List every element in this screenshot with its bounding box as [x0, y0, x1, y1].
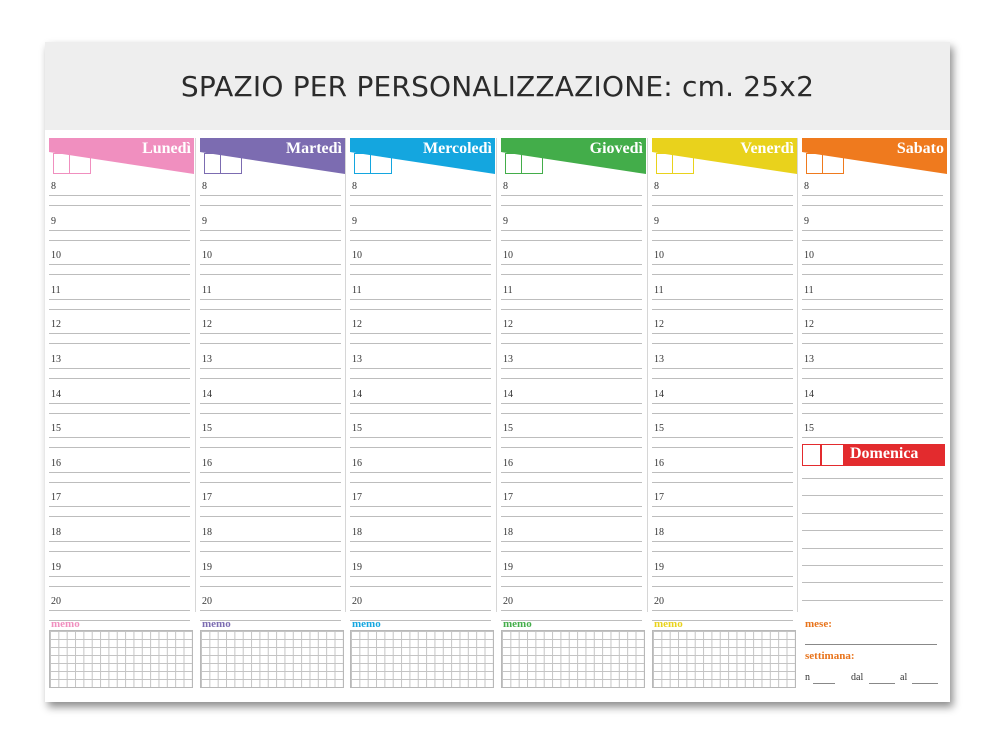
half-hour-line: [200, 205, 341, 206]
hour-label: 10: [352, 250, 362, 262]
hour-label: 9: [654, 215, 659, 227]
hour-label: 14: [352, 388, 362, 400]
hour-line: [49, 403, 190, 404]
hour-line: [350, 264, 491, 265]
half-hour-line: [200, 343, 341, 344]
half-hour-line: [501, 516, 642, 517]
hour-line: [501, 333, 642, 334]
half-hour-line: [200, 482, 341, 483]
al-field[interactable]: [912, 683, 938, 684]
hour-label: 8: [654, 181, 659, 192]
hour-line: [652, 299, 793, 300]
hour-line: [350, 506, 491, 507]
sunday-line: [802, 565, 943, 566]
hour-label: 8: [503, 181, 508, 192]
memo-label: memo: [654, 618, 683, 630]
hour-line: [200, 368, 341, 369]
al-label: al: [900, 672, 908, 683]
half-hour-line: [501, 413, 642, 414]
half-hour-line: [350, 586, 491, 587]
memo-grid[interactable]: [350, 630, 494, 688]
hour-label: 19: [503, 561, 513, 573]
half-hour-line: [802, 378, 943, 379]
hour-line: [200, 472, 341, 473]
hour-line: [652, 368, 793, 369]
hour-line: [350, 230, 491, 231]
hour-line: [652, 264, 793, 265]
hour-line: [652, 541, 793, 542]
hour-line: [652, 195, 793, 196]
hour-line: [49, 230, 190, 231]
hour-line: [200, 506, 341, 507]
half-hour-line: [49, 378, 190, 379]
half-hour-line: [802, 240, 943, 241]
hour-label: 9: [352, 215, 357, 227]
hour-label: 12: [804, 319, 814, 331]
hour-line: [350, 299, 491, 300]
hour-line: [200, 437, 341, 438]
hour-label: 13: [51, 354, 61, 365]
hour-line: [200, 230, 341, 231]
hour-line: [652, 506, 793, 507]
hour-line: [49, 541, 190, 542]
memo-grid[interactable]: [200, 630, 344, 688]
half-hour-line: [350, 343, 491, 344]
half-hour-line: [200, 586, 341, 587]
hour-label: 9: [202, 215, 207, 227]
day-name: Lunedì: [142, 140, 191, 157]
hour-label: 12: [654, 319, 664, 331]
hour-label: 11: [654, 284, 664, 296]
hour-label: 18: [654, 527, 664, 538]
date-box[interactable]: [204, 153, 221, 174]
half-hour-line: [350, 274, 491, 275]
hour-label: 15: [51, 423, 61, 435]
date-box[interactable]: [821, 444, 844, 466]
hour-label: 15: [654, 423, 664, 435]
hour-label: 12: [51, 319, 61, 331]
hour-line: [652, 576, 793, 577]
dal-field[interactable]: [869, 683, 895, 684]
day-header-0: [49, 138, 194, 174]
hour-line: [501, 610, 642, 611]
hour-line: [200, 610, 341, 611]
hour-label: 15: [503, 423, 513, 435]
half-hour-line: [802, 274, 943, 275]
hour-line: [652, 437, 793, 438]
half-hour-line: [350, 240, 491, 241]
sunday-line: [802, 530, 943, 531]
hour-line: [200, 299, 341, 300]
half-hour-line: [49, 516, 190, 517]
hour-label: 15: [352, 423, 362, 435]
half-hour-line: [350, 205, 491, 206]
hour-line: [501, 576, 642, 577]
half-hour-line: [49, 343, 190, 344]
hour-label: 19: [654, 561, 664, 573]
hour-label: 9: [503, 215, 508, 227]
hour-label: 19: [202, 561, 212, 573]
hour-line: [802, 333, 943, 334]
hour-label: 14: [202, 388, 212, 400]
hour-label: 20: [202, 596, 212, 608]
header-title: SPAZIO PER PERSONALIZZAZIONE: cm. 25x2: [180, 70, 815, 103]
hour-label: 20: [654, 596, 664, 608]
half-hour-line: [49, 447, 190, 448]
hour-label: 10: [202, 250, 212, 262]
date-box[interactable]: [656, 153, 673, 174]
half-hour-line: [652, 343, 793, 344]
hour-line: [802, 195, 943, 196]
hour-line: [49, 333, 190, 334]
hour-label: 17: [202, 492, 212, 504]
hour-line: [200, 333, 341, 334]
hour-label: 16: [503, 457, 513, 469]
sunday-line: [802, 513, 943, 514]
date-box[interactable]: [505, 153, 522, 174]
half-hour-line: [802, 205, 943, 206]
hour-line: [501, 368, 642, 369]
sunday-line: [802, 478, 943, 479]
hour-label: 17: [352, 492, 362, 504]
hour-line: [501, 195, 642, 196]
hour-label: 20: [503, 596, 513, 608]
hour-line: [49, 576, 190, 577]
day-name: Venerdì: [740, 140, 794, 157]
sunday-name: Domenica: [850, 445, 919, 462]
hour-line: [49, 368, 190, 369]
half-hour-line: [501, 240, 642, 241]
hour-label: 16: [51, 457, 61, 469]
day-header-4: [652, 138, 797, 174]
half-hour-line: [49, 205, 190, 206]
hour-label: 8: [352, 181, 357, 192]
hour-label: 10: [51, 250, 61, 262]
hour-label: 19: [51, 561, 61, 573]
half-hour-line: [49, 309, 190, 310]
hour-line: [200, 195, 341, 196]
hour-label: 9: [804, 215, 809, 227]
hour-label: 13: [804, 354, 814, 365]
half-hour-line: [501, 586, 642, 587]
hour-label: 18: [352, 527, 362, 538]
hour-label: 10: [804, 250, 814, 262]
hour-label: 14: [503, 388, 513, 400]
hour-line: [200, 576, 341, 577]
half-hour-line: [652, 309, 793, 310]
day-header-2: [350, 138, 495, 174]
hour-line: [501, 506, 642, 507]
memo-label: memo: [51, 618, 80, 630]
hour-line: [652, 610, 793, 611]
hour-label: 16: [352, 457, 362, 469]
hour-label: 8: [51, 181, 56, 192]
hour-line: [49, 299, 190, 300]
hour-label: 13: [503, 354, 513, 365]
date-box[interactable]: [69, 153, 91, 174]
half-hour-line: [652, 551, 793, 552]
half-hour-line: [49, 482, 190, 483]
half-hour-line: [350, 516, 491, 517]
hour-label: 18: [202, 527, 212, 538]
hour-line: [49, 264, 190, 265]
hour-label: 19: [352, 561, 362, 573]
date-box[interactable]: [672, 153, 694, 174]
hour-label: 17: [503, 492, 513, 504]
day-name: Giovedì: [589, 140, 643, 157]
hour-label: 14: [804, 388, 814, 400]
half-hour-line: [200, 551, 341, 552]
hour-line: [49, 610, 190, 611]
hour-line: [501, 230, 642, 231]
hour-label: 20: [51, 596, 61, 608]
hour-label: 16: [202, 457, 212, 469]
half-hour-line: [200, 516, 341, 517]
hour-line: [802, 368, 943, 369]
hour-line: [49, 437, 190, 438]
hour-line: [802, 264, 943, 265]
hour-line: [350, 403, 491, 404]
half-hour-line: [200, 378, 341, 379]
hour-line: [350, 368, 491, 369]
half-hour-line: [501, 343, 642, 344]
hour-line: [350, 576, 491, 577]
half-hour-line: [350, 482, 491, 483]
hour-line: [350, 437, 491, 438]
half-hour-line: [200, 274, 341, 275]
half-hour-line: [49, 240, 190, 241]
half-hour-line: [652, 516, 793, 517]
half-hour-line: [501, 274, 642, 275]
half-hour-line: [501, 447, 642, 448]
day-name: Sabato: [896, 140, 944, 157]
hour-label: 13: [654, 354, 664, 365]
hour-label: 11: [804, 284, 814, 296]
memo-grid[interactable]: [49, 630, 193, 688]
hour-label: 12: [202, 319, 212, 331]
hour-label: 8: [202, 181, 207, 192]
day-header-1: [200, 138, 345, 174]
date-box[interactable]: [370, 153, 392, 174]
sunday-line: [802, 582, 943, 583]
memo-grid[interactable]: [501, 630, 645, 688]
dal-label: dal: [851, 672, 864, 683]
hour-label: 14: [654, 388, 664, 400]
hour-label: 8: [804, 181, 809, 192]
sunday-line: [802, 600, 943, 601]
half-hour-line: [200, 447, 341, 448]
hour-line: [802, 230, 943, 231]
hour-label: 18: [503, 527, 513, 538]
hour-label: 17: [51, 492, 61, 504]
hour-label: 11: [51, 284, 61, 296]
hour-line: [802, 437, 943, 438]
half-hour-line: [652, 240, 793, 241]
hour-label: 12: [352, 319, 362, 331]
half-hour-line: [501, 205, 642, 206]
hour-line: [501, 437, 642, 438]
hour-label: 11: [352, 284, 362, 296]
half-hour-line: [501, 482, 642, 483]
half-hour-line: [802, 343, 943, 344]
hour-label: 18: [51, 527, 61, 538]
day-name: Mercoledì: [422, 140, 492, 157]
hour-label: 14: [51, 388, 61, 400]
hour-label: 15: [804, 423, 814, 435]
half-hour-line: [652, 586, 793, 587]
n-label: n: [805, 672, 810, 683]
half-hour-line: [501, 309, 642, 310]
settimana-label: settimana:: [805, 650, 855, 662]
memo-label: memo: [503, 618, 532, 630]
hour-line: [350, 195, 491, 196]
half-hour-line: [501, 551, 642, 552]
memo-grid[interactable]: [652, 630, 796, 688]
hour-line: [652, 230, 793, 231]
half-hour-line: [350, 551, 491, 552]
hour-label: 15: [202, 423, 212, 435]
half-hour-line: [49, 413, 190, 414]
hour-line: [350, 333, 491, 334]
hour-label: 17: [654, 492, 664, 504]
sunday-line: [802, 495, 943, 496]
mese-field[interactable]: [805, 644, 937, 645]
date-box[interactable]: [802, 444, 821, 466]
column-separator: [195, 138, 196, 612]
half-hour-line: [49, 274, 190, 275]
hour-line: [49, 506, 190, 507]
half-hour-line: [652, 205, 793, 206]
hour-label: 11: [503, 284, 513, 296]
hour-line: [501, 541, 642, 542]
hour-line: [350, 472, 491, 473]
half-hour-line: [652, 482, 793, 483]
half-hour-line: [652, 447, 793, 448]
column-separator: [345, 138, 346, 612]
half-hour-line: [350, 447, 491, 448]
hour-line: [652, 333, 793, 334]
week-number-field[interactable]: [813, 683, 835, 684]
half-hour-line: [200, 309, 341, 310]
hour-label: 9: [51, 215, 56, 227]
hour-line: [350, 541, 491, 542]
hour-line: [49, 195, 190, 196]
hour-line: [200, 264, 341, 265]
half-hour-line: [802, 309, 943, 310]
hour-line: [350, 610, 491, 611]
date-box[interactable]: [521, 153, 543, 174]
half-hour-line: [49, 586, 190, 587]
date-box[interactable]: [354, 153, 371, 174]
planner-sheet: [45, 42, 950, 702]
half-hour-line: [652, 274, 793, 275]
hour-label: 20: [352, 596, 362, 608]
hour-label: 10: [654, 250, 664, 262]
half-hour-line: [652, 413, 793, 414]
hour-label: 10: [503, 250, 513, 262]
hour-line: [501, 403, 642, 404]
date-box[interactable]: [53, 153, 70, 174]
memo-label: memo: [202, 618, 231, 630]
column-separator: [647, 138, 648, 612]
date-box[interactable]: [806, 153, 823, 174]
half-hour-line: [652, 378, 793, 379]
hour-line: [200, 541, 341, 542]
half-hour-line: [501, 378, 642, 379]
column-separator: [496, 138, 497, 612]
hour-line: [200, 403, 341, 404]
half-hour-line: [200, 413, 341, 414]
hour-label: 12: [503, 319, 513, 331]
date-box[interactable]: [220, 153, 242, 174]
hour-label: 16: [654, 457, 664, 469]
day-name: Martedì: [286, 140, 342, 157]
day-header-3: [501, 138, 646, 174]
column-separator: [797, 138, 798, 612]
hour-line: [501, 264, 642, 265]
hour-line: [652, 472, 793, 473]
hour-line: [802, 299, 943, 300]
half-hour-line: [802, 413, 943, 414]
half-hour-line: [200, 240, 341, 241]
day-header-5: [802, 138, 947, 174]
half-hour-line: [350, 309, 491, 310]
memo-label: memo: [352, 618, 381, 630]
mese-label: mese:: [805, 618, 832, 630]
hour-line: [802, 403, 943, 404]
half-hour-line: [350, 413, 491, 414]
sunday-line: [802, 548, 943, 549]
half-hour-line: [49, 551, 190, 552]
hour-line: [49, 472, 190, 473]
hour-label: 11: [202, 284, 212, 296]
hour-line: [652, 403, 793, 404]
customization-header: [45, 42, 950, 130]
hour-line: [501, 472, 642, 473]
hour-label: 13: [352, 354, 362, 365]
hour-label: 13: [202, 354, 212, 365]
half-hour-line: [350, 378, 491, 379]
hour-line: [501, 299, 642, 300]
date-box[interactable]: [822, 153, 844, 174]
